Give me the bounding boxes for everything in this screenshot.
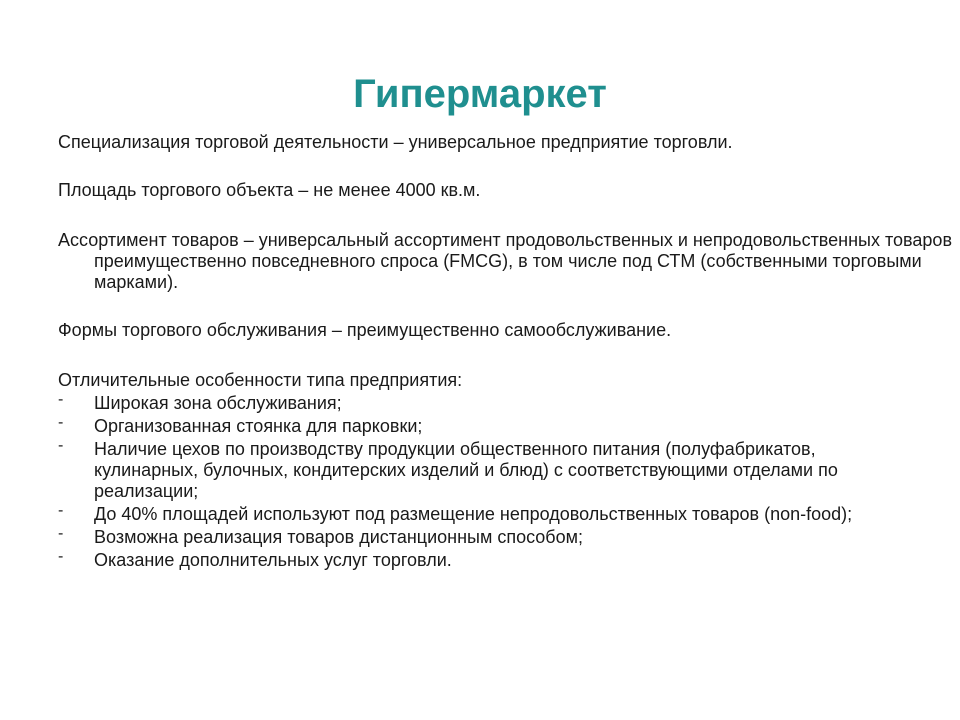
dash-bullet-icon: - (58, 548, 64, 565)
list-item-text: Наличие цехов по производству продукции общественного питания (полуфабрикатов, кулинарных, булочных, кондитерских изделий и блюд) с соответствующими отделами по реализации; (94, 439, 838, 501)
list-item (58, 439, 918, 502)
list-item (58, 504, 918, 525)
list-item-text: До 40% площадей используют под размещение непродовольственных товаров (non-food); (94, 504, 853, 524)
list-item-text: Организованная стоянка для парковки; (94, 416, 423, 436)
list-item (58, 393, 918, 414)
slide-title: Гипермаркет (353, 72, 607, 116)
paragraph-assortment: Ассортимент товаров – универсальный ассортимент продовольственных и непродовольственных товаров преимущественно повседневного спроса (FMCG), в том числе под СТМ (собственными торговыми марками). (58, 230, 953, 292)
paragraph-specialization: Специализация торговой деятельности – универсальное предприятие торговли. (58, 132, 733, 152)
dash-bullet-icon: - (58, 414, 64, 431)
dash-bullet-icon: - (58, 525, 64, 542)
features-list (58, 393, 918, 573)
list-item-text: Оказание дополнительных услуг торговли. (94, 550, 452, 570)
list-item-text: Возможна реализация товаров дистанционным способом; (94, 527, 584, 547)
paragraph-area: Площадь торгового объекта – не менее 4000 кв.м. (58, 180, 481, 200)
list-item (58, 550, 918, 571)
list-item-text: Широкая зона обслуживания; (94, 393, 342, 413)
list-item (58, 527, 918, 548)
dash-bullet-icon: - (58, 391, 64, 408)
paragraph-service-forms: Формы торгового обслуживания – преимущественно самообслуживание. (58, 320, 672, 340)
dash-bullet-icon: - (58, 502, 64, 519)
dash-bullet-icon: - (58, 437, 64, 454)
list-item (58, 416, 918, 437)
paragraph-features-heading: Отличительные особенности типа предприятия: (58, 370, 463, 390)
